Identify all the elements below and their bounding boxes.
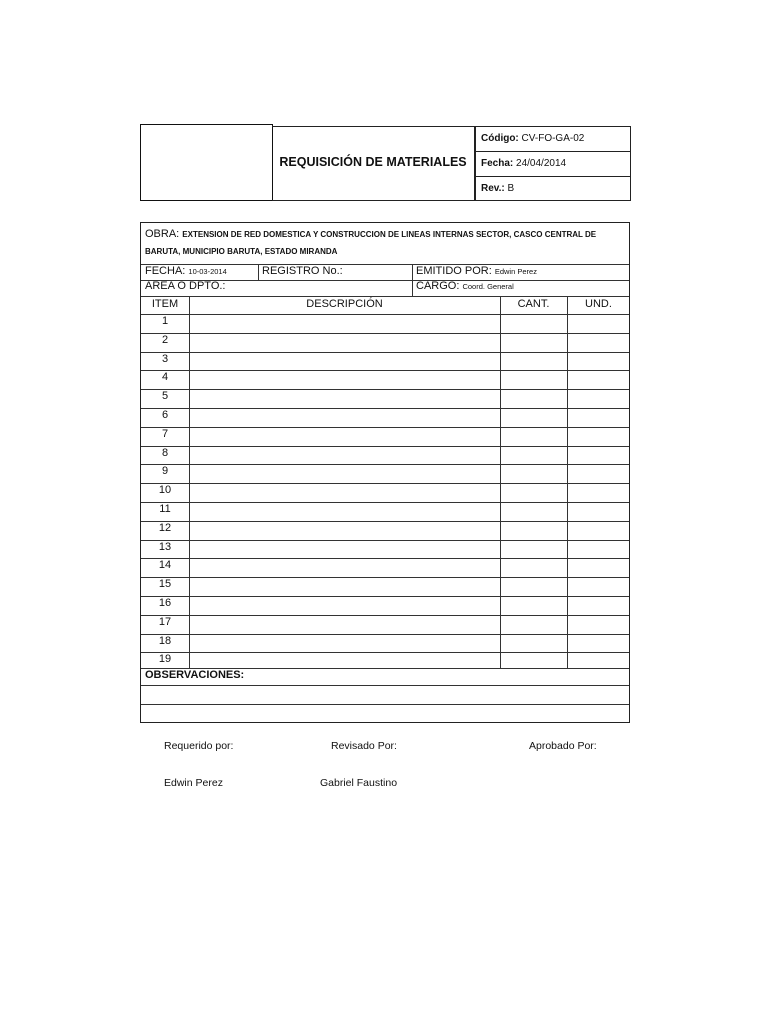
cargo-value: Coord. General bbox=[462, 282, 514, 291]
divider bbox=[141, 296, 629, 297]
item-number: 9 bbox=[161, 465, 169, 478]
item-number: 8 bbox=[161, 446, 169, 459]
item-number: 3 bbox=[161, 352, 169, 365]
item-number: 1 bbox=[161, 315, 169, 327]
aprobado-label: Aprobado Por: bbox=[529, 740, 597, 752]
registro-label: REGISTRO No.: bbox=[262, 265, 343, 277]
table-row-divider bbox=[141, 502, 629, 503]
cargo-field bbox=[416, 280, 514, 292]
item-number: 10 bbox=[158, 484, 172, 497]
table-row-divider bbox=[141, 521, 629, 522]
item-number: 13 bbox=[158, 540, 172, 553]
item-number: 18 bbox=[158, 634, 172, 647]
table-row-divider bbox=[141, 389, 629, 390]
codigo-label: Código: bbox=[481, 133, 519, 144]
divider bbox=[141, 704, 629, 705]
table-row-divider bbox=[141, 483, 629, 484]
requerido-name: Edwin Perez bbox=[164, 777, 223, 789]
table-row-divider bbox=[141, 370, 629, 371]
obra-block bbox=[145, 226, 625, 260]
fecha-line bbox=[476, 152, 630, 177]
table-row-divider bbox=[141, 352, 629, 353]
table-row-divider bbox=[141, 427, 629, 428]
item-number: 4 bbox=[161, 371, 169, 384]
obra-value-line2: BARUTA, MUNICIPIO BARUTA, ESTADO MIRANDA bbox=[145, 247, 338, 256]
cargo-label: CARGO: bbox=[416, 280, 460, 292]
fecha-field-value: 10-03-2014 bbox=[188, 267, 227, 276]
obra-label: OBRA: bbox=[145, 228, 180, 240]
divider bbox=[141, 685, 629, 686]
revisado-label: Revisado Por: bbox=[331, 740, 397, 752]
revisado-name: Gabriel Faustino bbox=[320, 777, 398, 789]
col-item-header: ITEM bbox=[151, 298, 179, 310]
codigo-line bbox=[476, 127, 630, 152]
codigo-value: CV-FO-GA-02 bbox=[521, 133, 585, 144]
col-und-header: UND. bbox=[585, 298, 612, 310]
item-number: 14 bbox=[158, 559, 172, 572]
rev-label: Rev.: bbox=[481, 183, 505, 194]
col-cant-header: CANT. bbox=[517, 298, 550, 310]
fecha-field bbox=[145, 265, 227, 277]
table-row-divider bbox=[141, 540, 629, 541]
rev-value: B bbox=[507, 183, 515, 194]
divider bbox=[258, 264, 259, 280]
emitido-value: Edwin Perez bbox=[494, 267, 537, 276]
table-row-divider bbox=[141, 333, 629, 334]
table-row-divider bbox=[141, 408, 629, 409]
item-number: 16 bbox=[158, 597, 172, 609]
col-descripcion-header: DESCRIPCIÓN bbox=[306, 298, 383, 310]
item-number: 12 bbox=[158, 521, 172, 534]
emitido-field bbox=[416, 265, 537, 277]
fecha-field-label: FECHA: bbox=[145, 265, 186, 277]
area-label: AREA O DPTO.: bbox=[145, 280, 226, 292]
item-number: 17 bbox=[158, 615, 172, 628]
table-row-divider bbox=[141, 596, 629, 597]
table-row-divider bbox=[141, 615, 629, 616]
table-row-divider bbox=[141, 558, 629, 559]
document-title: REQUISICIÓN DE MATERIALES bbox=[279, 155, 467, 169]
header-meta-box bbox=[475, 126, 631, 201]
fecha-label: Fecha: bbox=[481, 158, 514, 169]
table-row-divider bbox=[141, 577, 629, 578]
observaciones-label: OBSERVACIONES: bbox=[145, 669, 245, 681]
item-number: 2 bbox=[161, 333, 169, 346]
requerido-label: Requerido por: bbox=[164, 740, 234, 752]
table-row-divider bbox=[141, 652, 629, 653]
item-number: 5 bbox=[161, 390, 169, 403]
item-number: 19 bbox=[158, 653, 172, 666]
rev-line bbox=[476, 177, 630, 202]
obra-value-line1: EXTENSION DE RED DOMESTICA Y CONSTRUCCION DE LINEAS INTERNAS SECTOR, CASCO CENTRAL DE bbox=[182, 230, 597, 239]
item-number: 15 bbox=[158, 578, 172, 591]
item-number: 6 bbox=[161, 409, 169, 421]
fecha-value: 24/04/2014 bbox=[516, 158, 567, 169]
logo-box bbox=[140, 124, 273, 201]
table-row-divider bbox=[141, 446, 629, 447]
item-number: 7 bbox=[161, 427, 169, 440]
header-title-box bbox=[272, 126, 475, 201]
emitido-label: EMITIDO POR: bbox=[416, 265, 492, 277]
table-row-divider bbox=[141, 634, 629, 635]
item-number: 11 bbox=[159, 503, 171, 515]
divider bbox=[141, 314, 629, 315]
table-row-divider bbox=[141, 464, 629, 465]
requisition-form bbox=[140, 222, 630, 723]
